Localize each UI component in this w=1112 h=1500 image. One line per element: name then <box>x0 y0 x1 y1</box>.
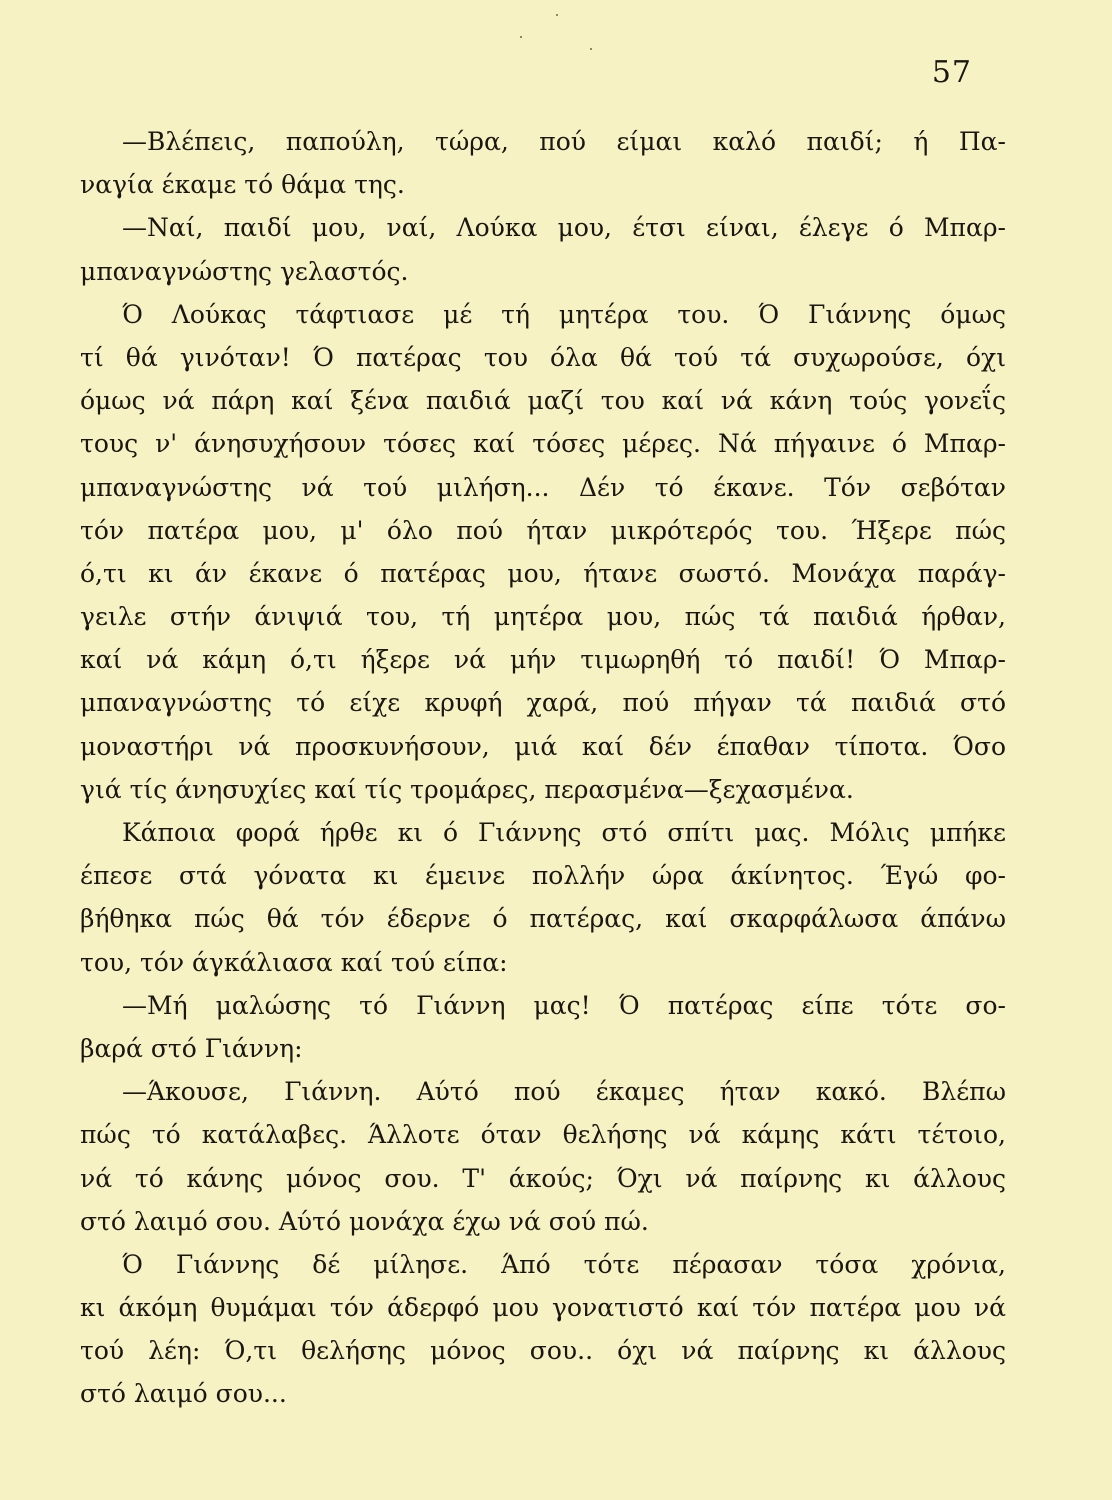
text-line: —Μή μαλώσης τό Γιάννη μας! Ό πατέρας είπε τότε σο- <box>122 990 1006 1020</box>
text-line: βήθηκα πώς θά τόν έδερνε ό πατέρας, καί σκαρφάλωσα άπάνω <box>80 904 1006 934</box>
text-line: μπαναγνώστης γελαστός. <box>80 256 409 286</box>
text-line: τού λέη: Ό,τι θελήσης μόνος σου.. όχι νά παίρνης κι άλλους <box>80 1336 1006 1366</box>
text-line: ναγία έκαμε τό θάμα της. <box>80 170 405 200</box>
text-line: κι άκόμη θυμάμαι τόν άδερφό μου γονατιστό καί τόν πατέρα μου νά <box>80 1293 1006 1323</box>
text-line: —Ναί, παιδί μου, ναί, Λούκα μου, έτσι είναι, έλεγε ό Μπαρ- <box>122 213 1006 243</box>
text-line: νά τό κάνης μόνος σου. Τ' άκούς; Όχι νά παίρνης κι άλλους <box>80 1163 1006 1193</box>
print-speck <box>556 14 558 16</box>
text-line: μπαναγνώστης νά τού μιλήση... Δέν τό έκανε. Τόν σεβόταν <box>80 472 1006 502</box>
print-speck <box>520 36 522 38</box>
text-line: του, τόν άγκάλιασα καί τού είπα: <box>80 947 508 977</box>
text-line: καί νά κάμη ό,τι ήξερε νά μήν τιμωρηθή τό παιδί! Ό Μπαρ- <box>80 645 1006 675</box>
body-text <box>80 120 1006 1416</box>
text-line: Ό Γιάννης δέ μίλησε. Άπό τότε πέρασαν τόσα χρόνια, <box>122 1249 1006 1279</box>
text-line: γειλε στήν άνιψιά του, τή μητέρα μου, πώς τά παιδιά ήρθαν, <box>80 602 1006 632</box>
page-number: 57 <box>931 55 972 90</box>
text-line: —Βλέπεις, παπούλη, τώρα, πού είμαι καλό παιδί; ή Πα- <box>122 127 1006 156</box>
text-line: στό λαιμό σου... <box>80 1379 287 1409</box>
text-line: πώς τό κατάλαβες. Άλλοτε όταν θελήσης νά κάμης κάτι τέτοιο, <box>80 1120 1006 1150</box>
text-line: έπεσε στά γόνατα κι έμεινε πολλήν ώρα άκίνητος. Έγώ φο- <box>80 861 1006 891</box>
text-line: —Άκουσε, Γιάννη. Αύτό πού έκαμες ήταν κακό. Βλέπω <box>122 1077 1006 1107</box>
print-speck <box>590 48 592 50</box>
text-line: μπαναγνώστης τό είχε κρυφή χαρά, πού πήγαν τά παιδιά στό <box>80 688 1006 718</box>
text-line: στό λαιμό σου. Αύτό μονάχα έχω νά σού πώ. <box>80 1206 649 1236</box>
text-line: Ό Λούκας τάφτιασε μέ τή μητέρα του. Ό Γιάννης όμως <box>122 299 1006 329</box>
text-line: βαρά στό Γιάννη: <box>80 1033 303 1063</box>
text-line: τόν πατέρα μου, μ' όλο πού ήταν μικρότερός του. Ήξερε πώς <box>80 515 1006 545</box>
text-line: τους ν' άνησυχήσουν τόσες καί τόσες μέρες. Νά πήγαινε ό Μπαρ- <box>80 429 1006 459</box>
text-line: Κάποια φορά ήρθε κι ό Γιάννης στό σπίτι μας. Μόλις μπήκε <box>122 818 1006 847</box>
text-line: τί θά γινόταν! Ό πατέρας του όλα θά τού τά συχωρούσε, όχι <box>80 342 1006 372</box>
text-line: όμως νά πάρη καί ξένα παιδιά μαζί του καί νά κάνη τούς γονεΐς <box>80 386 1006 416</box>
text-line: μοναστήρι νά προσκυνήσουν, μιά καί δέν έπαθαν τίποτα. Όσο <box>80 731 1006 761</box>
text-line: γιά τίς άνησυχίες καί τίς τρομάρες, περασμένα—ξεχασμένα. <box>80 774 854 804</box>
text-line: ό,τι κι άν έκανε ό πατέρας μου, ήτανε σωστό. Μονάχα παράγ- <box>80 558 1006 588</box>
